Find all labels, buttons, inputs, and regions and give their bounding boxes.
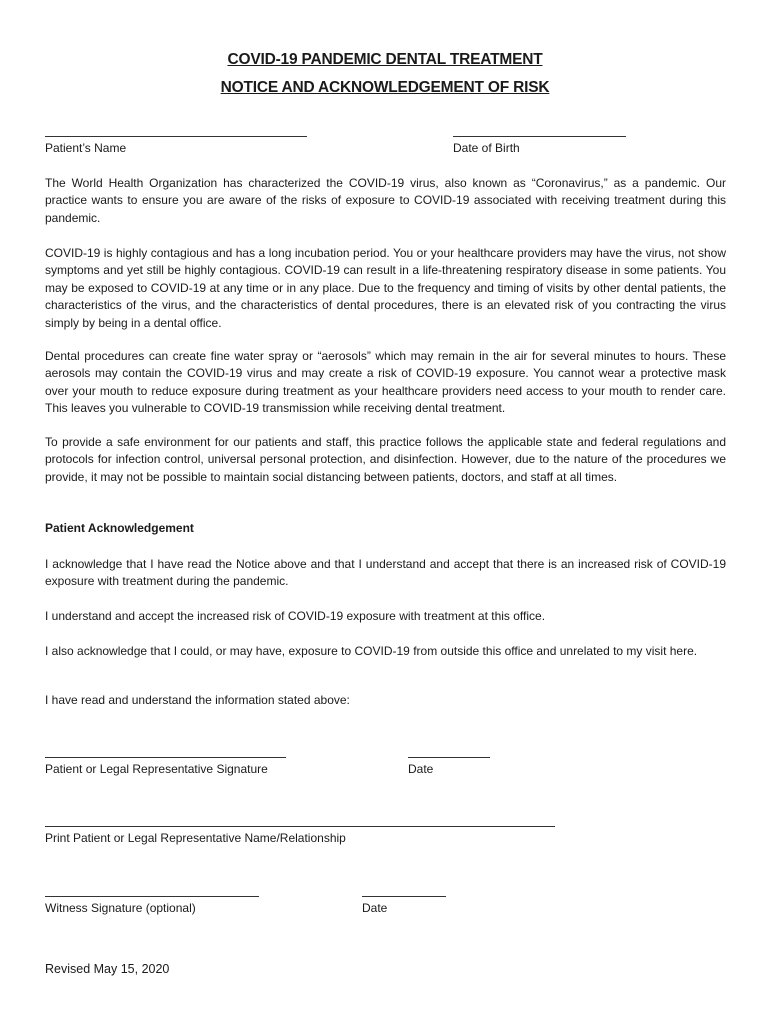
date-of-birth-field-line[interactable] [453,136,626,137]
patient-signature-label: Patient or Legal Representative Signature [45,762,268,776]
witness-signature-line[interactable] [45,896,259,897]
patient-signature-line[interactable] [45,757,286,758]
document-title-line-1: COVID-19 PANDEMIC DENTAL TREATMENT [227,51,543,68]
witness-signature-label: Witness Signature (optional) [45,901,196,915]
print-name-label: Print Patient or Legal Representative Name/Relationship [45,831,346,845]
print-name-line[interactable] [45,826,555,827]
document-title-line-2: NOTICE AND ACKNOWLEDGEMENT OF RISK [220,79,550,96]
notice-paragraph-who: The World Health Organization has characterized the COVID-19 virus, also known as “Coronavirus,” as a pandemic. Our practice wants to ensure you are aware of the risks of exposure to COVID-19 associated with receiving treatment during this pandemic. [45,176,726,225]
acknowledgement-item-1: I acknowledge that I have read the Notice above and that I understand and accept that there is an increased risk of COVID-19 exposure with treatment during the pandemic. [45,557,726,589]
acknowledgement-item-3: I also acknowledge that I could, or may have, exposure to COVID-19 from outside this office and unrelated to my visit here. [45,644,698,658]
acknowledgement-statement: I have read and understand the information stated above: [45,693,350,707]
notice-paragraph-aerosols: Dental procedures can create fine water spray or “aerosols” which may remain in the air for several minutes to hours. These aerosols may contain the COVID-19 virus and may create a risk of COVID-19 exposure. You cannot wear a protective mask over your mouth to reduce exposure during treatment as your healthcare providers need access to your mouth to render care. This leaves you vulnerable to COVID-19 transmission while receiving dental treatment. [45,349,726,416]
notice-paragraph-safe-environment: To provide a safe environment for our patients and staff, this practice follows the applicable state and federal regulations and protocols for infection control, universal personal protection, and disinfection. However, due to the nature of the procedures we provide, it may not be possible to maintain social distancing between patients, doctors, and staff at all times. [45,435,726,484]
patient-name-field-line[interactable] [45,136,307,137]
patient-signature-date-line[interactable] [408,757,490,758]
notice-paragraph-contagious: COVID-19 is highly contagious and has a long incubation period. You or your healthcare providers may have the virus, not show symptoms and yet still be highly contagious. COVID-19 can result in a life-threatening respiratory disease in some patients. You may be exposed to COVID-19 at any time or in any place. Due to the frequency and timing of visits by other dental patients, the characteristics of the virus, and the characteristics of dental procedures, there is an elevated risk of you contracting the virus simply by being in a dental office. [45,246,726,330]
witness-date-label: Date [362,901,388,915]
acknowledgement-heading: Patient Acknowledgement [45,521,194,535]
patient-name-label: Patient’s Name [45,141,127,155]
date-of-birth-label: Date of Birth [453,141,520,155]
witness-date-line[interactable] [362,896,446,897]
revision-date: Revised May 15, 2020 [45,962,170,976]
acknowledgement-item-2: I understand and accept the increased risk of COVID-19 exposure with treatment at this office. [45,609,546,623]
patient-signature-date-label: Date [408,762,434,776]
